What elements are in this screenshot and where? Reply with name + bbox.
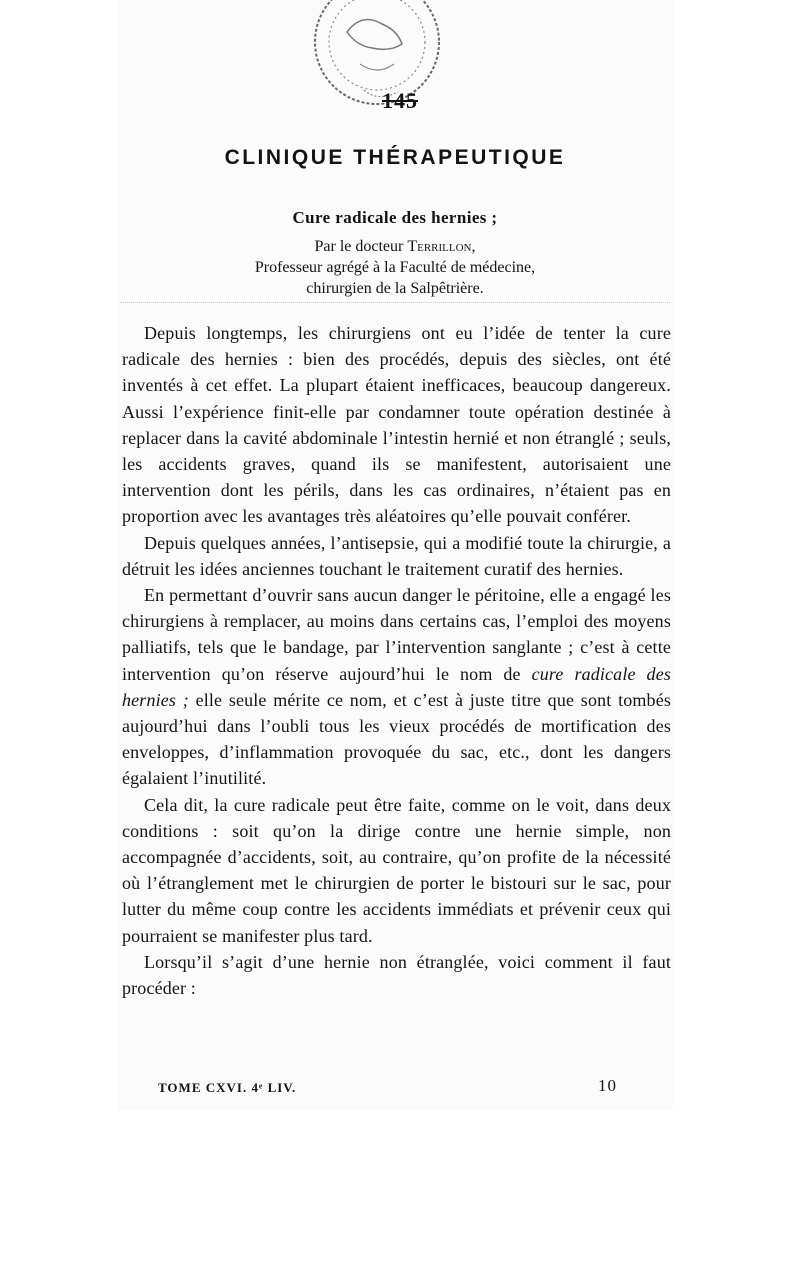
signature-number: 10 xyxy=(598,1076,617,1095)
byline-prefix: Par le docteur xyxy=(314,238,408,255)
paragraph-1: Depuis longtemps, les chirurgiens ont eu l’idée de tenter la cure radicale des hernies : bien des procédés, depuis des siècles, ont été inventés à cet effet. La plupart étaient inefficaces, beaucoup dangereux. Aussi l’expérience finit-elle par condamner toute opération destinée à replacer dans la cavité abdominale l’intestin hernié et non étranglé ; seuls, les accidents graves, quand ils se manifestent, autorisaient une intervention dont les périls, dans les cas ordinaires, n’étaient pas en proportion avec les avantages très aléatoires qu’elle pouvait conférer. xyxy=(122,323,671,527)
paragraph-4: Cela dit, la cure radicale peut être faite, comme on le voit, dans deux conditions : soit qu’on la dirige contre une hernie simple, non accompagnée d’accidents, soit, au contraire, qu’on profite de la nécessité où l’étranglement met le chirurgien de porter le bistouri sur le sac, pour lutter du même coup contre les accidents immédiats et prévenir ceux qui pourraient se manifester plus tard. xyxy=(122,794,671,946)
paragraph-3-italic: cure radicale des hernies ; xyxy=(122,663,671,710)
author-name: Terrillon, xyxy=(407,238,476,255)
paragraph-3-after: elle seule mérite ce nom, et c’est à juste titre que sont tombés aujourd’hui dans l’oubli tous les vieux procédés de mortification des enveloppes, d’inflammation provoquée du sac, etc., dont les dangers égalaient l’inutilité. xyxy=(122,689,671,789)
article-body xyxy=(122,320,671,1001)
signature-mark: TOME CXVI. 4ᵉ LIV. xyxy=(158,1080,297,1095)
byline-author-line xyxy=(120,236,670,257)
page-number: 145 xyxy=(382,88,418,113)
affiliation-line-1: Professeur agrégé à la Faculté de médecine, xyxy=(254,259,536,276)
affiliation-line-2: chirurgien de la Salpêtrière. xyxy=(306,280,484,297)
section-divider xyxy=(120,302,670,303)
article-title: Cure radicale des hernies ; xyxy=(292,208,498,227)
running-head: CLINIQUE THÉRAPEUTIQUE xyxy=(224,146,566,169)
paragraph-3 xyxy=(122,582,671,792)
byline xyxy=(120,236,670,299)
library-stamp-icon xyxy=(302,0,452,140)
paragraph-5: Lorsqu’il s’agit d’une hernie non étranglée, voici comment il faut procéder : xyxy=(122,951,671,999)
paragraph-3-before: En permettant d’ouvrir sans aucun danger le péritoine, elle a engagé les chirurgiens à remplacer, au moins dans certains cas, l’emploi des moyens palliatifs, tels que le bandage, par l’intervention sanglante ; c’est à cette intervention qu’on réserve aujourd’hui le nom de xyxy=(122,585,671,684)
paragraph-2: Depuis quelques années, l’antisepsie, qui a modifié toute la chirurgie, a détruit les idées anciennes touchant le traitement curatif des hernies. xyxy=(122,532,671,579)
